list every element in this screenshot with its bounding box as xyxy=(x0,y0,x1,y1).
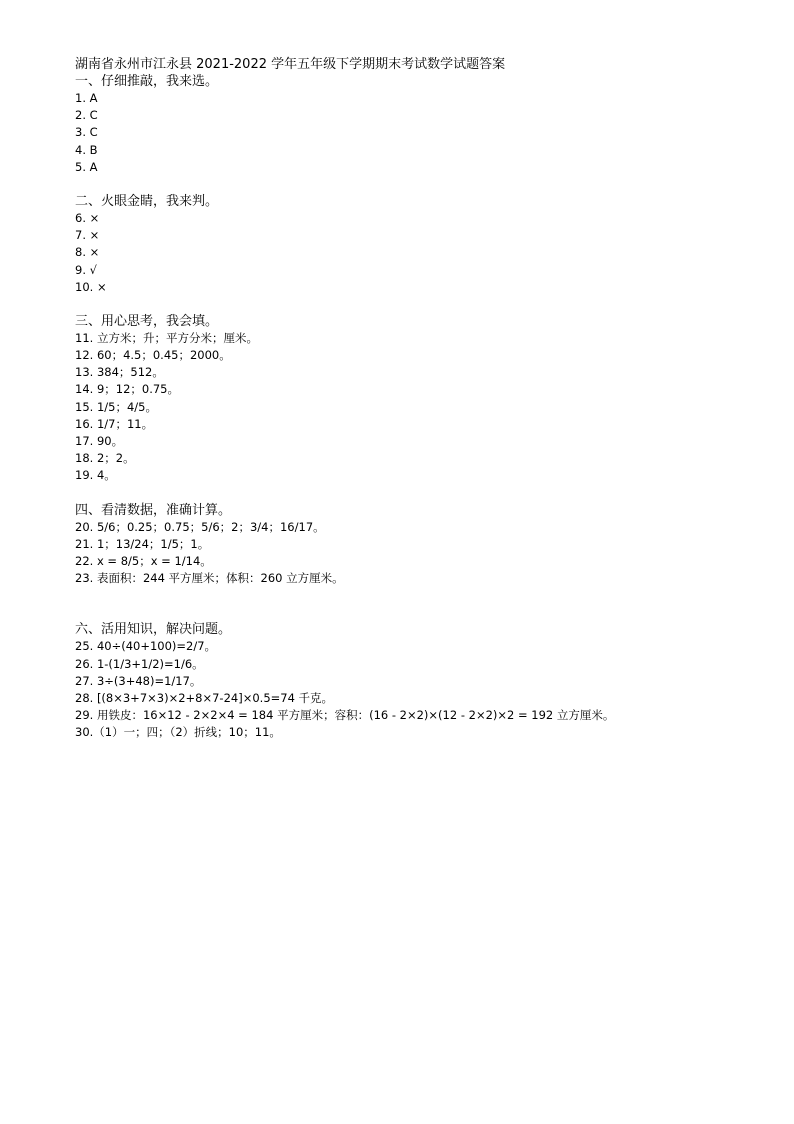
answer-item: 27. 3÷(3+48)=1/17。 xyxy=(75,673,202,688)
section-1 xyxy=(75,73,765,176)
spacer xyxy=(75,296,765,313)
answer-item: 16. 1/7；11。 xyxy=(75,416,154,431)
answer-item: 8. × xyxy=(75,245,100,260)
answer-sheet xyxy=(75,56,765,741)
answer-item: 26. 1-(1/3+1/2)=1/6。 xyxy=(75,656,204,671)
answer-item: 9. √ xyxy=(75,262,97,277)
answer-item: 14. 9；12；0.75。 xyxy=(75,382,179,397)
spacer xyxy=(75,587,765,621)
answer-item: 22. x = 8/5；x = 1/14。 xyxy=(75,553,212,568)
answer-item: 4. B xyxy=(75,142,98,157)
answer-item: 3. C xyxy=(75,125,98,140)
document-title: 湖南省永州市江永县 2021-2022 学年五年级下学期期末考试数学试题答案 xyxy=(75,57,506,72)
answer-item: 5. A xyxy=(75,159,98,174)
section-heading: 二、火眼金睛，我来判。 xyxy=(75,193,219,209)
answer-item: 25. 40÷(40+100)=2/7。 xyxy=(75,639,217,654)
answer-item: 29. 用铁皮：16×12 - 2×2×4 = 184 平方厘米；容积：(16 - 2×2)×(12 - 2×2)×2 = 192 立方厘米。 xyxy=(75,708,615,723)
spacer xyxy=(75,176,765,193)
answer-item: 11. 立方米；升；平方分米；厘米。 xyxy=(75,330,258,345)
section-heading: 三、用心思考，我会填。 xyxy=(75,313,219,329)
answer-item: 20. 5/6；0.25；0.75；5/6；2；3/4；16/17。 xyxy=(75,519,325,534)
section-heading: 六、活用知识，解决问题。 xyxy=(75,622,232,638)
answer-item: 13. 384；512。 xyxy=(75,365,164,380)
spacer xyxy=(75,485,765,502)
answer-item: 2. C xyxy=(75,108,98,123)
answer-item: 15. 1/5；4/5。 xyxy=(75,399,157,414)
answer-item: 19. 4。 xyxy=(75,468,116,483)
answer-item: 7. × xyxy=(75,228,100,243)
answer-item: 30.（1）一；四；（2）折线；10；11。 xyxy=(75,725,281,740)
answer-item: 23. 表面积：244 平方厘米；体积：260 立方厘米。 xyxy=(75,571,344,586)
section-3 xyxy=(75,313,765,485)
answer-item: 6. × xyxy=(75,210,100,225)
answer-item: 12. 60；4.5；0.45；2000。 xyxy=(75,348,231,363)
answer-item: 17. 90。 xyxy=(75,434,124,448)
answer-item: 28. [(8×3+7×3)×2+8×7-24]×0.5=74 千克。 xyxy=(75,690,334,705)
answer-item: 1. A xyxy=(75,91,98,105)
answer-item: 10. × xyxy=(75,279,107,294)
section-heading: 一、仔细推敲，我来选。 xyxy=(75,74,219,89)
section-4 xyxy=(75,502,765,588)
section-2 xyxy=(75,193,765,296)
answer-item: 18. 2；2。 xyxy=(75,451,135,466)
section-6 xyxy=(75,621,765,741)
answer-item: 21. 1；13/24；1/5；1。 xyxy=(75,536,210,551)
section-heading: 四、看清数据，准确计算。 xyxy=(75,502,232,518)
